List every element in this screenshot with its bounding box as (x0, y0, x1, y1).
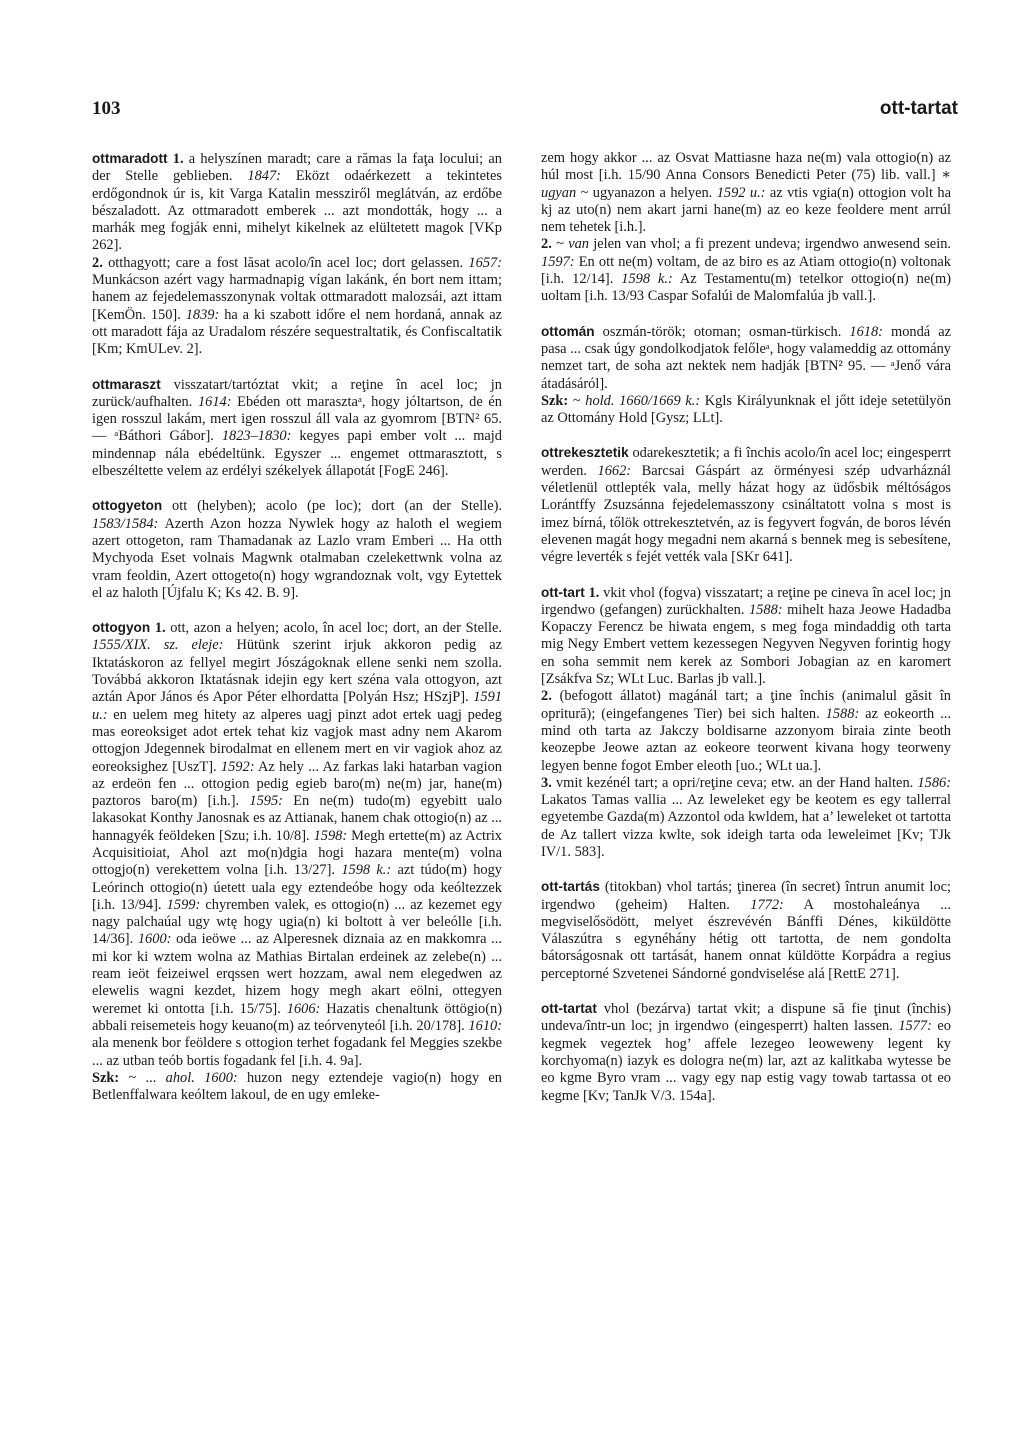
szk-prefix: ~ ... (119, 1069, 166, 1086)
headword: ottogyon (92, 620, 151, 636)
quote-date: 1599: (166, 896, 201, 913)
quote-text: mondá az pasa ... csak úgy gondolkodjatok felőleᵃ, hogy valameddig az ottomány nemzet tart, de soha azt nektek nem hadják [BTN² 95. — ᵃJenő vára átadásáról]. (541, 323, 951, 392)
quote-text: ha a ki szabott időre el nem hordaná, annak az ott maradott fája az Uradalom részére sequestraltatik, és Confiscaltatik [Km; KmULev. 2]. (92, 306, 502, 358)
entry-ott-tart (541, 584, 951, 862)
running-head: ott-tartat (879, 98, 958, 119)
entry-ottogyon (92, 619, 502, 1104)
headword: ottrekesztetik (541, 445, 629, 461)
quote-text: Hazatis chenaltunk öttögio(n) abbali reisemeteis hogy keuano(m) az teórvenyteól [i.h. 20/178]. (92, 1000, 502, 1034)
quote-date: 1618: (849, 323, 883, 340)
headword: ott-tart (541, 584, 585, 600)
entry-ottmaradott (92, 150, 502, 359)
sense-number: 2. (541, 688, 552, 705)
quote-text: en uelem meg hitety az alperes uagj pinzt adot ertek uagj pedeg mas eoreoksiget adot ertek tehat kiz vagjok mast adny nem Akarom ottogjon Jdegennek birodalmat en ellenem mert en vir vagiok ahoz az eoreoksighez [UszT]. (92, 706, 502, 775)
phrase-word: ugyan (541, 184, 577, 201)
quote-date: 1772: (750, 896, 784, 913)
quote-date: 1598: (313, 827, 348, 844)
quote-text: az eokeorth ... mind oth tarta az Jakczy boldisarne azzonyom biraia zinte beoth keozepbe Jeowe aztan az eokeore teorwent kivana hogy teorweny legyen benne fogot Ember eleoth [uo.; WLt ua.]. (541, 705, 951, 774)
sense-number: 1. (172, 151, 184, 167)
definition: otthagyott; care a fost lăsat acolo/în acel loc; dort gelassen. (102, 254, 469, 271)
headword: ottomán (541, 323, 595, 339)
headword: ottmaraszt (92, 376, 161, 392)
quote-date: 1595: (249, 793, 283, 810)
entry-ottmaraszt (92, 376, 502, 481)
sense-number: 3. (541, 774, 552, 791)
quote-text: Az hely ... Az farkas laki hatarban vagion az erdeön fen ... ottogion pedig egieb baro(m) ne(m) jar, hane(m) paztoros baro(m) [i.h.]. (92, 758, 502, 810)
quote-text: Kgls Királyunknak el jőtt ideje setetülyön az Ottomány Hold [Gysz; LLt]. (541, 392, 952, 427)
quote-text: azt túdo(m) hogy Leórinch ottogio(n) úetett uala egy eztendeóbe hogy oda keóltezzek [i.h. 13/94]. (92, 862, 502, 913)
szk-label: Szk: (92, 1069, 120, 1086)
sense-number: 2. (541, 236, 552, 253)
sense-number: 1. (588, 584, 600, 601)
headword: ottmaradott (92, 151, 168, 166)
definition: ~ ugyanazon a helyen. (576, 184, 717, 201)
quote-text: Lakatos Tamas vallia ... Az leweleket egy be keotem es egy tallerral egyetembe Gazda(m) Azzontol oda kwldem, hat a’ leweleket ot tartotta de Az tallert vizza kwlte, sok ideigh tarta oda leweleimet [Kv; TJk IV/1. 583]. (541, 792, 951, 860)
quote-date: 1591 u.: (92, 689, 502, 723)
quote-date: 1662: (597, 462, 632, 479)
definition: ott, azon a helyen; acolo, în acel loc; dort, an der Stelle. (165, 620, 503, 637)
quote-text: kegyes papi ember volt ... majd mindennap nála ebédeltünk. Egyszer ... engemet ottmarasztott, s elbeszéltette velem az erdélyi székelyek állapotát [FogE 246]. (92, 428, 502, 480)
quote-date: 1600: (204, 1069, 238, 1086)
quote-text: Hütünk szerint irjuk akkoron pedig az Iktatáskoron az fellyel megirt Jószágoknak ellene senki nem szolla. Továbbá akkoron Iktatásnak idejin egy kert széna vala ottogyon, azt aztán Apor János és Apor Péter elhordatta [Polyán Hsz; HSzjP]. (92, 637, 502, 706)
quote-text: Ebéden ott marasztaᵃ, hogy jóltartson, de én igen rosszul lakám, mert igen rosszul áll vala az gyomrom [BTN² 65. — ᵃBáthori Gábor]. (92, 393, 502, 445)
quote-text: Barcsai Gáspárt az örményesi szép udvarháznál véletlenül ottlepték vala, melly házat hogy az üdősbik méltóságos Lorántffy Zsuzsánna fejedelemasszony csináltatott volna s most is imez bírná, tőlök ottrekesztetvén, az is fegyvert fogván, de boros lévén elevenen magát hogy megadni nem akarná s bennek meg is sebesítene, végre leverték s fejét vették vala [SKr 641]. (541, 462, 951, 566)
sense-number: 1. (154, 620, 166, 637)
quote-date: 1555/XIX. sz. eleje: (92, 637, 224, 654)
quote-date: 1588: (748, 601, 783, 618)
quote-date: 1598 k.: (341, 862, 392, 879)
definition: ott (helyben); acolo (pe loc); dort (an der Stelle). (162, 498, 502, 515)
left-column (92, 150, 502, 1121)
quote-text: oda ieöwe ... az Alperesnek diznaia az en makkomra ... mi kor ki wztem wolna az Mathias Birtalan erdeinek az zelebe(n) ... ream ieöt feizeiwel erqssen wert hozzam, awal nem elegedwen az elewelis wagni kezdet, hizem hogy megh akart eölni, ottegyen weremet ki ontotta [i.h. 15/75]. (92, 931, 502, 1017)
quote-date: 1614: (197, 393, 232, 410)
quote-text: eo kegmek vegeztek hog’ affele lezegeo leoweweny legent ky korchyoma(n) iazyk es dologra ne(m) lar, azt az kalitkaba wytesse be eo kgme Byro vram ... vagy egy nap estig vagy towab tartassa ot eo kegme [Kv; TanJk V/3. 154a]. (541, 1018, 952, 1104)
quote-text: ala menenk bor feöldere s ottogion terhet fogadank fel Meggies szekbe ... az utban teób bortis fogadank fel [i.h. 4. 9a]. (92, 1035, 502, 1069)
quote-text: mihelt haza Jeowe Hadadba Kopaczy Ferencz be hiwata engem, s meg foga mindaddig oth tarta mig Negy Embert vettem kezessegen Negyven Negyven forintig hogy en soha semmit nem kerek az Sombori Jobagian az en karomert [Zsákfva Sz; WLt Luc. Barlas jb vall.]. (541, 601, 951, 688)
headword: ott-tartás (541, 879, 600, 895)
quote-text: huzon negy eztendeje vagio(n) hogy en Betlenffalwara keóltem lakoul, de en ugy emleke- (92, 1069, 503, 1104)
quote-text: En ne(m) tudo(m) egyebitt ualo lakasokat Konthy Janosnak es az Attianak, hanem chak ottogio(n) az ... hannagyék feöldeken [Szu; i.h. 10/8]. (92, 793, 503, 844)
quote-text: Megh ertette(m) az Actrix Acquisitioiat, Ahol azt mo(n)dgia hogi hazara mente(m) volna ottogjo(n) verekettem volna [i.h. 13/27]. (92, 827, 503, 879)
definition: a helyszínen maradt; care a rămas la faţa locului; an der Stelle geblieben. (92, 151, 502, 185)
quote-date: 1586: (917, 774, 951, 791)
quote-text: Munkácson azért vagy harmadnapig vígan lakánk, én bort nem ittam; hanem az fejedelemasszonynak voltak ottmaradott malozsái, azt ittam [KemÖn. 150]. (92, 272, 502, 323)
szk-prefix: ~ (568, 392, 586, 409)
quote-date: 1657: (468, 254, 502, 271)
quote-text: Az Testamentu(m) tetelkor ottogio(n) ne(m) uoltam [i.h. 13/93 Caspar Sofalúi de Malomfalúa jb vall.]. (541, 271, 952, 305)
quote-date: 1598 k.: (621, 271, 673, 288)
headword: ott-tartat (541, 1001, 597, 1017)
quote-date: 1583/1584: (92, 515, 159, 532)
quote-text: En ott ne(m) voltam, de az biro es az Atiam ottogio(n) voltonak [i.h. 12/14]. (541, 253, 951, 288)
quote-date: 1839: (185, 306, 220, 323)
headword: ottogyeton (92, 498, 163, 514)
definition: visszatart/tartóztat vkit; a reţine în acel loc; jn zurück/aufhalten. (92, 376, 502, 410)
phrase-word: van (568, 236, 589, 253)
tilde: ~ (551, 236, 569, 253)
quote-date: 1577: (898, 1018, 932, 1035)
right-column (541, 150, 951, 1122)
definition: vkit vhol (fogva) visszatart; a reţine pe cineva în acel loc; jn irgendwo (gefangen) zurückhalten. (541, 584, 951, 618)
entry-ott-tartat (541, 1000, 951, 1105)
entry-ottrekesztetik (541, 444, 951, 566)
page-header (92, 98, 958, 128)
definition: jelen van vhol; a fi prezent undeva; irgendwo anwesend sein. (588, 236, 951, 253)
quote-date: 1588: (825, 705, 860, 722)
quote-date: 1606: (286, 1000, 321, 1017)
quote-text: Eközt odaérkezett a tekintetes erdőgondnok úr is, kit Varga Katalin messziről meglátván, az erdőbe bészaladott. Az ottmaradott emberek ... azt mondották, hogy ... a marhák meg fogják enni, mihelyt kikelnek az elültetett magok [VKp 262]. (92, 168, 502, 254)
definition: oszmán-török; otoman; osman-türkisch. (594, 323, 850, 340)
quote-text: A mostohaleánya ... megviselősödött, melyet észrevévén Bánffi Dénes, kiküldötte Válaszútra s egynéhány hétig ott tartotta, de nem gondolta bátorságosnak ott tartását, hanem onnat küldötte Korpádra a regius perceptorné Szvetenei Sándorné gondviselése alá [RettE 271]. (541, 896, 951, 982)
definition: odarekesztetik; a fi închis acolo/în acel loc; eingesperrt werden. (541, 445, 951, 479)
quote-date: 1610: (468, 1017, 502, 1034)
quote-text: Azerth Azon hozza Nywlek hogy az haloth el wegiem azert ottogeton, ram Thamadanak az Lazlo vram Emberi ... Ha otth Mychyoda Eset volnais Magwnk otalmaban czelekettwnk volna az vram feoldin, Azert ottogeto(n) hogy wgrandoznak volt, vgy Eytettek el az haloth [Újfalu K; Ks 42. B. 9]. (92, 515, 502, 601)
sense-number: 2. (92, 254, 103, 271)
quote-date: 1597: (541, 253, 575, 270)
quote-date: 1592: (220, 758, 255, 775)
definition: (titokban) vhol tartás; ţinerea (în secret) întrun anumit loc; irgendwo (geheim) Halten. (541, 879, 951, 913)
quote-date: 1600: (137, 931, 172, 948)
definition: vhol (bezárva) tartat vkit; a dispune să fie ţinut (închis) undeva/într-un loc; jn irgendwo (eingesperrt) halten lassen. (541, 1001, 951, 1035)
quote-date: 1847: (247, 168, 281, 185)
entry-ott-tartas (541, 878, 951, 983)
quote-date: 1592 u.: (716, 184, 766, 201)
szk-label: Szk: (541, 392, 569, 409)
page-number: 103 (92, 98, 121, 119)
szk-word: ahol. (165, 1069, 195, 1086)
quote-date: 1823–1830: (221, 428, 292, 445)
star-icon: ∗ (941, 167, 951, 184)
definition: vmit kezénél tart; a opri/reţine ceva; etw. an der Hand halten. (551, 774, 918, 791)
entry-ottogyeton (92, 497, 502, 602)
definition: (befogott állatot) magánál tart; a ţine închis (animalul găsit în opritură); (eingefangenes Tier) bei sich halten. (541, 688, 951, 722)
quote-date: 1660/1669 k.: (619, 392, 701, 409)
entry-ottoman (541, 323, 951, 428)
szk-word: hold. (585, 392, 615, 409)
quote-text: zem hogy akkor ... az Osvat Mattiasne haza ne(m) vala ottogio(n) az húl most [i.h. 15/90 Anna Consors Benedicti Peter (75) lib. vall.] (541, 150, 951, 184)
entry-continuation (541, 150, 951, 306)
quote-text: chyremben valek, es ottogio(n) ... az kezemet egy nagy palchaúal ugy wtę hogy ugia(n) ki boltott à ver beleólle [i.h. 14/36]. (92, 896, 503, 948)
quote-text: az vtis vgia(n) ottogion volt ha kj az uto(n) nem akart jarni hane(m) az eo keze feoldere ment arrúl nem tehetek [i.h.]. (541, 184, 951, 236)
